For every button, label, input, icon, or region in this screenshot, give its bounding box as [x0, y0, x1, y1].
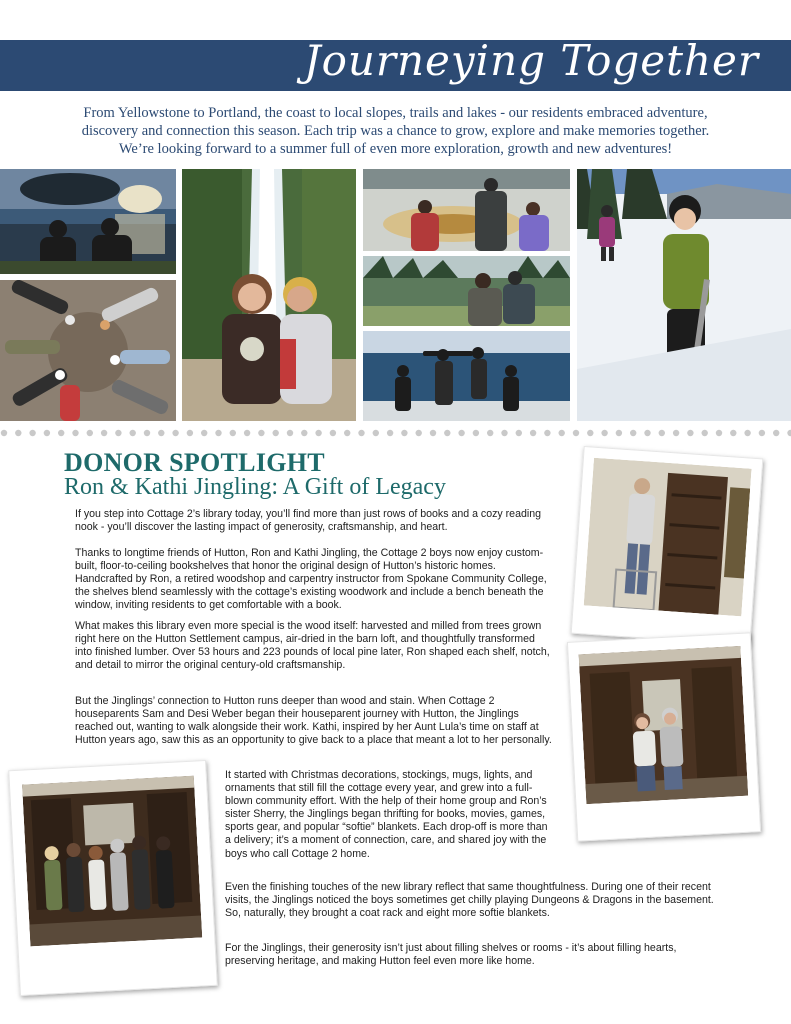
intro-line: We’re looking forward to a summer full of even more exploration, growth and new adventures!: [118, 141, 673, 157]
polaroid-ron-kathi: [567, 632, 761, 841]
divider-dot: [544, 430, 550, 436]
divider-dot: [330, 430, 336, 436]
divider-dot: [630, 430, 636, 436]
divider-dot: [29, 430, 35, 436]
divider-dot: [616, 430, 622, 436]
divider-dot: [416, 430, 422, 436]
paragraph-7: For the Jinglings, their generosity isn’t just about filling shelves or rooms - it’s about filling hearts, preserving heritage, and making Hutton feel even more like home.: [225, 942, 677, 968]
divider-dot: [644, 430, 650, 436]
divider-dot: [673, 430, 679, 436]
intro-line: discovery and connection this season. Each trip was a chance to grow, explore and make memories together.: [81, 123, 710, 139]
paragraph-4: But the Jinglings’ connection to Hutton runs deeper than wood and stain. When Cottage 2 houseparents Sam and Desi Weber began their houseparent journey with Hutton, the Jinglings reached out, wanting to walk alongside their work. Kathi, inspired by her Aunt Lula’s time on staff at Hutton years ago, saw this as an opportunity to give back to a place that meant a lot to her personally.: [75, 695, 552, 747]
divider-dot: [430, 430, 436, 436]
divider-dot: [716, 430, 722, 436]
divider-dot: [273, 430, 279, 436]
page-title: Journeying Together: [303, 36, 759, 85]
polaroid-group: [8, 760, 218, 996]
divider-dot: [702, 430, 708, 436]
divider-dot: [44, 430, 50, 436]
divider-dot: [201, 430, 207, 436]
photo-coast-jump: [363, 331, 570, 421]
divider-dot: [730, 430, 736, 436]
divider-dot: [501, 430, 507, 436]
divider-dot: [687, 430, 693, 436]
divider-dot: [244, 430, 250, 436]
divider-dot: [344, 430, 350, 436]
divider-dot: [401, 430, 407, 436]
divider-dot: [287, 430, 293, 436]
paragraph-6: Even the finishing touches of the new library reflect that same thoughtfulness. During one of their recent visits, the Jinglings noticed the boys sometimes get chilly playing Dungeons & Dragons in the basement. So, naturally, they brought a coat rack and eight more softie blankets.: [225, 881, 714, 920]
paragraph-2: Thanks to longtime friends of Hutton, Ron and Kathi Jingling, the Cottage 2 boys now enjoy custom-built, floor-to-ceiling bookshelves that honor the original design of Hutton’s historic homes. Handcrafted by Ron, a retired woodshop and carpentry instructor from Spokane Community College, the shelves blend seamlessly with the cottage’s existing woodwork and include a bench beneath the window, inviting residents to get comfortable with a book.: [75, 547, 547, 612]
photo-forest-hike: [363, 256, 570, 326]
divider-dot: [87, 430, 93, 436]
divider-dot: [487, 430, 493, 436]
divider-dot: [58, 430, 64, 436]
section-title: DONOR SPOTLIGHT: [64, 448, 325, 477]
divider-dot: [559, 430, 565, 436]
divider-dot: [773, 430, 779, 436]
paragraph-3: What makes this library even more special is the wood itself: harvested and milled from trees grown right here on the Hutton Settlement campus, air-dried in the barn loft, and thoughtfully transformed into finished lumber. Over 53 hours and 223 pounds of local pine later, Ron shaped each shelf, notch, and detail to mirror the original century-old craftsmanship.: [75, 620, 550, 672]
divider-dot: [759, 430, 765, 436]
divider-dot: [258, 430, 264, 436]
divider-dot: [130, 430, 136, 436]
divider-dot: [387, 430, 393, 436]
divider-dot: [115, 430, 121, 436]
divider-dot: [144, 430, 150, 436]
divider-dot: [301, 430, 307, 436]
divider-dot: [172, 430, 178, 436]
divider-dot: [158, 430, 164, 436]
paragraph-5: It started with Christmas decorations, stockings, mugs, lights, and ornaments that still fill the cottage every year, and grew into a full-blown community effort. With the help of their home group and Ron’s sister Sherry, the Jinglings began thrifting for books, movies, games, sports gear, and popular “softie” blankets. Each drop-off is more than a delivery; it’s a moment of connection, care, and shared joy with the boys who call Cottage 2 home.: [225, 769, 548, 860]
photo-lake-sunset: [0, 169, 176, 274]
divider-dot: [744, 430, 750, 436]
divider-dot: [373, 430, 379, 436]
photo-waterfall-selfie: [182, 169, 356, 421]
divider-dot: [601, 430, 607, 436]
divider-dot: [315, 430, 321, 436]
divider-dot: [587, 430, 593, 436]
divider-dot: [15, 430, 21, 436]
intro-line: From Yellowstone to Portland, the coast to local slopes, trails and lakes - our residents embraced adventure,: [83, 105, 708, 121]
divider-dot: [458, 430, 464, 436]
photo-yellowstone-hot-spring: [363, 169, 570, 251]
divider-dot: [444, 430, 450, 436]
divider-dot: [787, 430, 791, 436]
divider-dot: [215, 430, 221, 436]
divider-dot: [72, 430, 78, 436]
divider-dot: [573, 430, 579, 436]
divider-dot: [659, 430, 665, 436]
divider-dot: [230, 430, 236, 436]
divider-dot: [516, 430, 522, 436]
divider-dot: [187, 430, 193, 436]
paragraph-1: If you step into Cottage 2’s library today, you’ll find more than just rows of books and a cozy reading nook - you’ll discover the lasting impact of generosity, craftsmanship, and heart.: [75, 508, 541, 534]
intro-text: [40, 104, 751, 158]
divider-dot: [101, 430, 107, 436]
section-subtitle: Ron & Kathi Jingling: A Gift of Legacy: [64, 474, 446, 500]
photo-ski-slope: [577, 169, 791, 421]
divider-dot: [473, 430, 479, 436]
dotted-divider: [0, 428, 791, 438]
divider-dot: [530, 430, 536, 436]
divider-dot: [358, 430, 364, 436]
divider-dot: [1, 430, 7, 436]
polaroid-ron-building: [571, 446, 764, 646]
photo-feet-circle: [0, 280, 176, 421]
